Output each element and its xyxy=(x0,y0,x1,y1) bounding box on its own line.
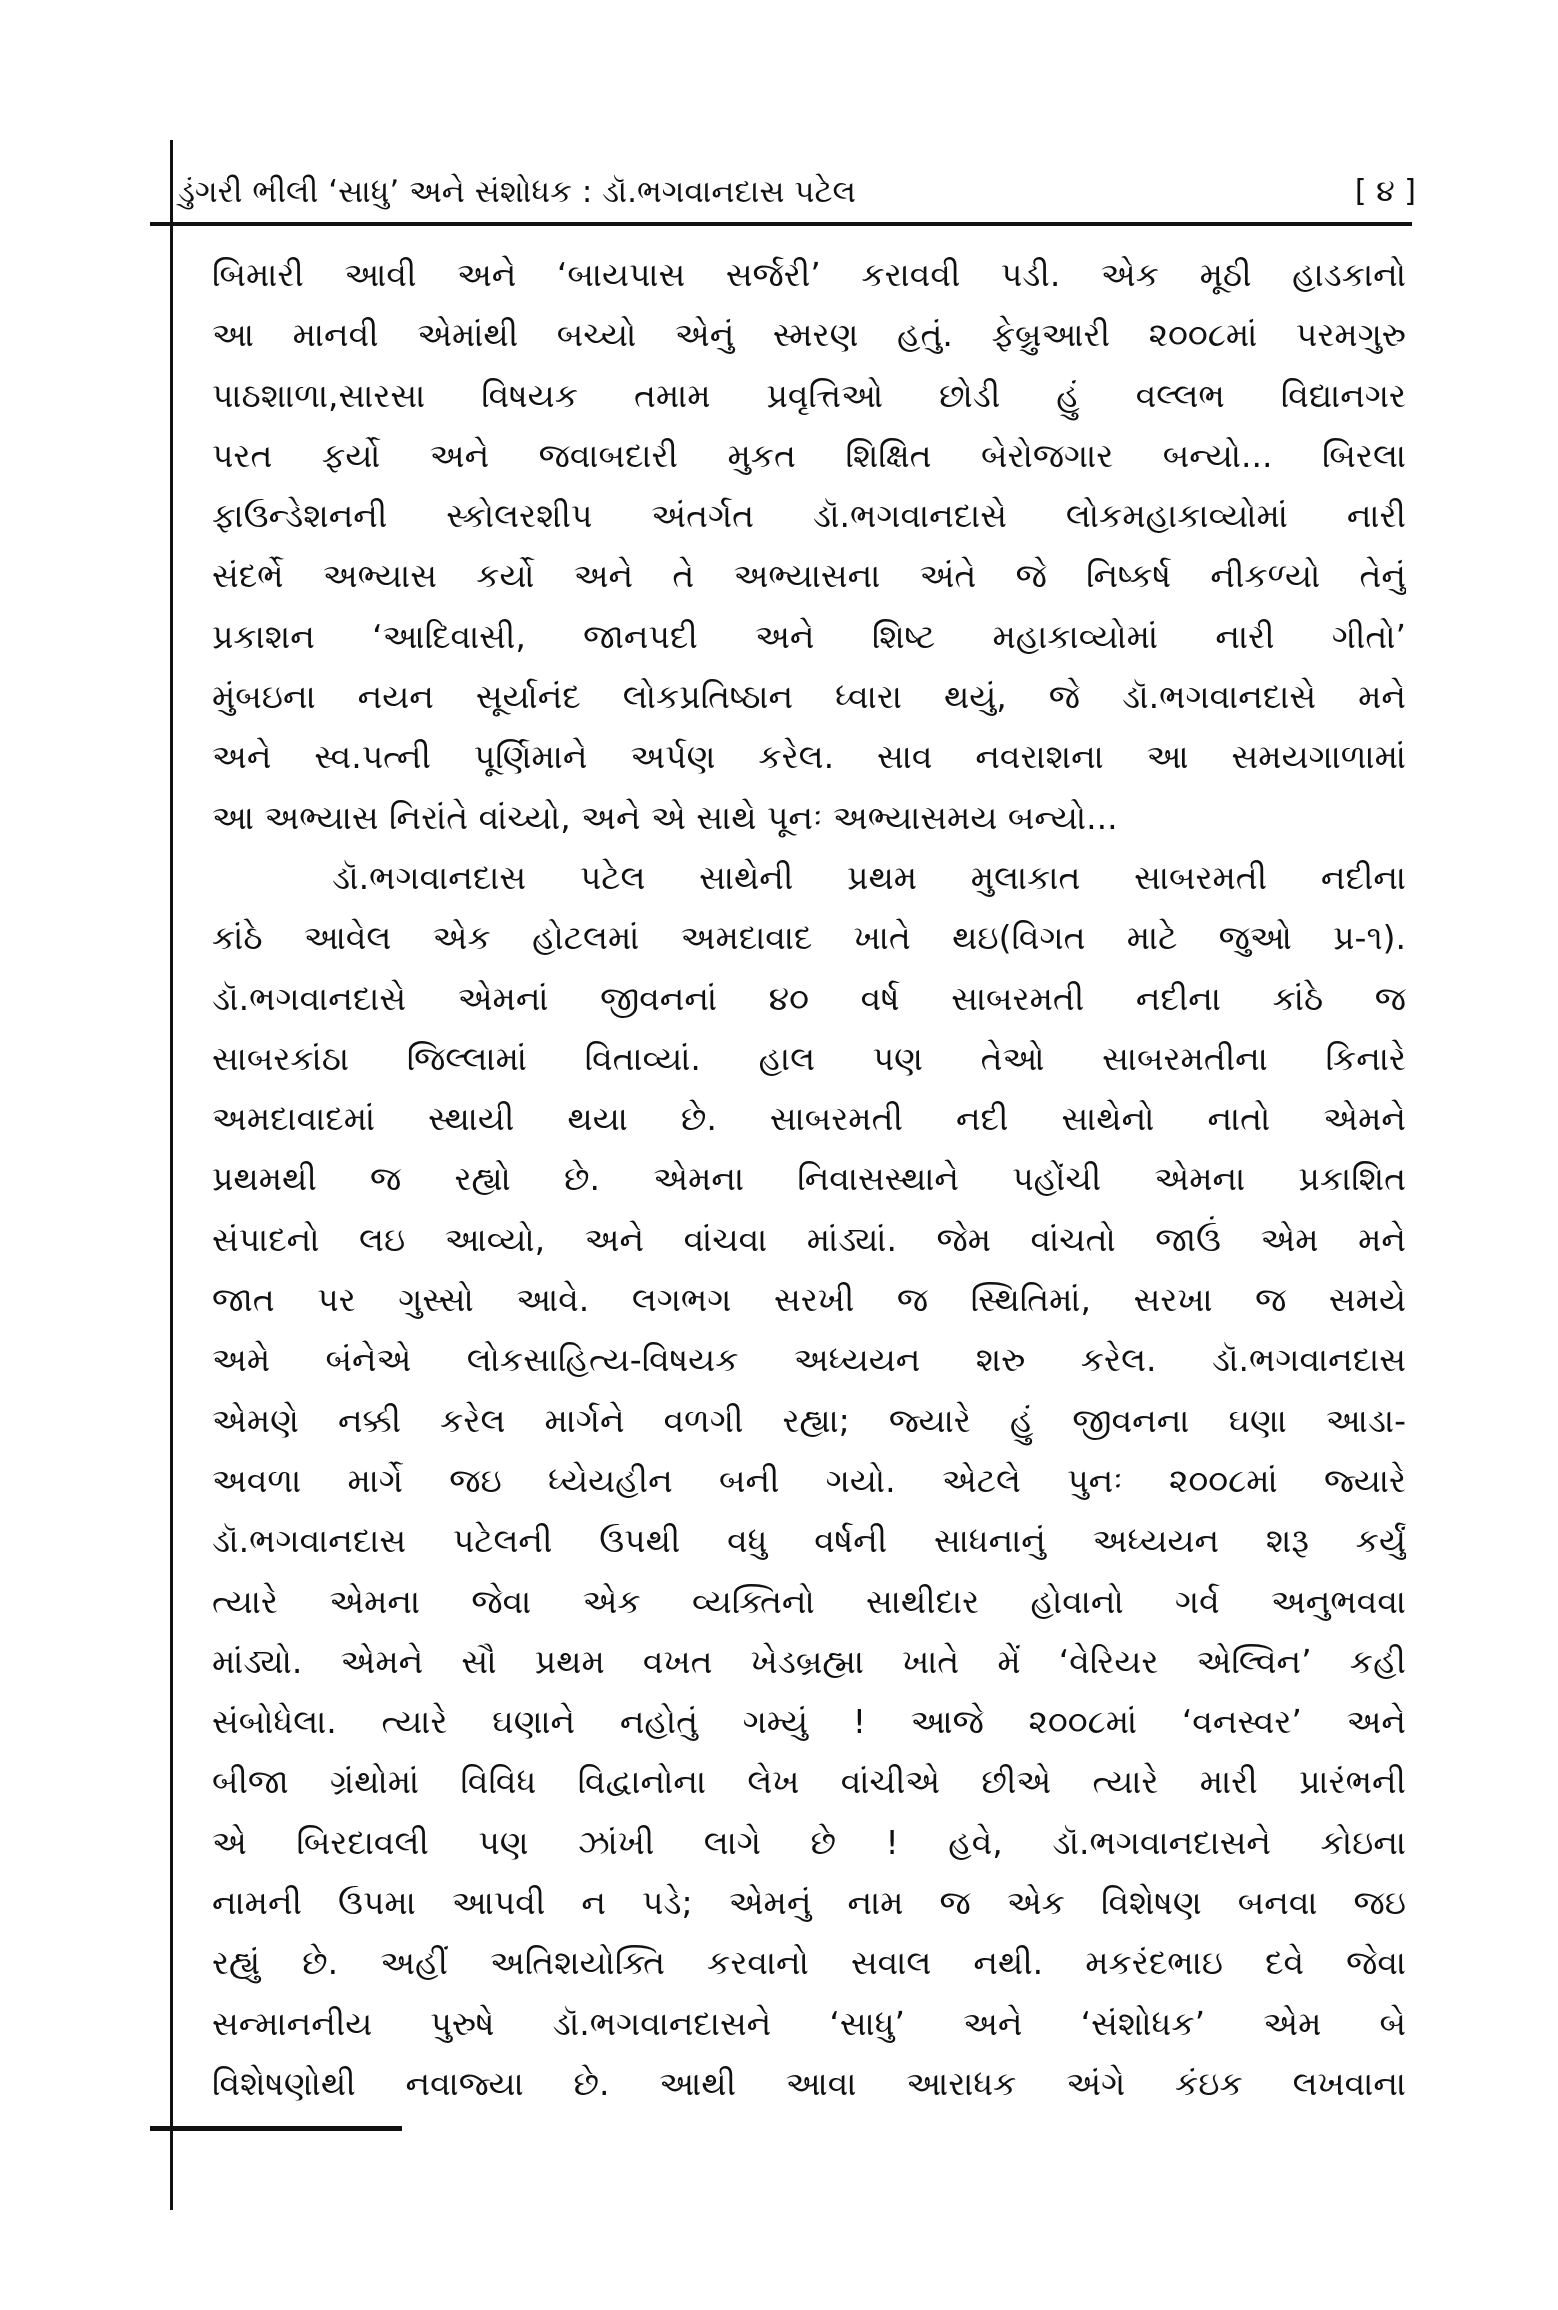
text-line: મુંબઇના નયન સૂર્યાનંદ લોકપ્રતિષ્ઠાન ધ્વારા થયું, જે ડૉ.ભગવાનદાસે મને xyxy=(212,677,1406,717)
text-line: સંબોધેલા. ત્યારે ઘણાને નહોતું ગમ્યું ! આજે ૨૦૦૮માં ‘વનસ્વર’ અને xyxy=(212,1702,1406,1742)
paragraph-first-line: ડૉ.ભગવાનદાસ પટેલ સાથેની પ્રથમ મુલાકાત સાબરમતી નદીના xyxy=(332,857,1406,897)
text-line: માંડ્યો. એમને સૌ પ્રથમ વખત ખેડબ્રહ્મા ખાતે મેં ‘વેરિયર એલ્વિન’ કહી xyxy=(212,1641,1406,1681)
text-line: એમણે નક્કી કરેલ માર્ગને વળગી રહ્યા; જ્યારે હું જીવનના ઘણા આડા- xyxy=(212,1400,1406,1440)
text-line: ડૉ.ભગવાનદાસે એમનાં જીવનનાં ૪૦ વર્ષ સાબરમતી નદીના કાંઠે જ xyxy=(212,978,1406,1018)
page-number: [ ૪ ] xyxy=(1354,174,1416,209)
text-line: નામની ઉપમા આપવી ન પડે; એમનું નામ જ એક વિશેષણ બનવા જઇ xyxy=(212,1883,1406,1923)
text-line: આ અભ્યાસ નિરાંતે વાંચ્યો, અને એ સાથે પૂનઃ અભ્યાસમય બન્યો... xyxy=(212,797,1118,837)
running-title: ડુંગરી ભીલી ‘સાધુ’ અને સંશોધક : ડૉ.ભગવાનદાસ પટેલ xyxy=(178,174,856,210)
text-line: સન્માનનીય પુરુષે ડૉ.ભગવાનદાસને ‘સાધુ’ અને ‘સંશોધક’ એમ બે xyxy=(212,2003,1406,2043)
text-line: એ બિરદાવલી પણ ઝાંખી લાગે છે ! હવે, ડૉ.ભગવાનદાસને કોઇના xyxy=(212,1822,1406,1862)
text-line: ડૉ.ભગવાનદાસ પટેલની ઉપથી વધુ વર્ષની સાધનાનું અધ્યયન શરૂ કર્યું xyxy=(212,1521,1406,1561)
text-line: અમે બંનેએ લોકસાહિત્ય-વિષયક અધ્યયન શરુ કરેલ. ડૉ.ભગવાનદાસ xyxy=(212,1340,1406,1380)
text-line: સાબરકાંઠા જિલ્લામાં વિતાવ્યાં. હાલ પણ તેઓ સાબરમતીના કિનારે xyxy=(212,1038,1406,1078)
text-line: બીજા ગ્રંથોમાં વિવિધ વિદ્વાનોના લેખ વાંચીએ છીએ ત્યારે મારી પ્રારંભની xyxy=(212,1762,1406,1802)
text-line: અવળા માર્ગે જઇ ધ્યેયહીન બની ગયો. એટલે પુનઃ ૨૦૦૮માં જ્યારે xyxy=(212,1460,1406,1500)
text-line: રહ્યું છે. અહીં અતિશયોક્તિ કરવાનો સવાલ નથી. મકરંદભાઇ દવે જેવા xyxy=(212,1943,1406,1983)
text-line: અમદાવાદમાં સ્થાયી થયા છે. સાબરમતી નદી સાથેનો નાતો એમને xyxy=(212,1099,1406,1139)
text-line: પ્રકાશન ‘આદિવાસી, જાનપદી અને શિષ્ટ મહાકાવ્યોમાં નારી ગીતો’ xyxy=(212,616,1406,656)
text-line: વિશેષણોથી નવાજ્યા છે. આથી આવા આરાધક અંગે કંઇક લખવાના xyxy=(212,2063,1406,2103)
text-line: ફાઉન્ડેશનની સ્કોલરશીપ અંતર્ગત ડૉ.ભગવાનદાસે લોકમહાકાવ્યોમાં નારી xyxy=(212,496,1406,536)
text-line: પરત ફર્યો અને જવાબદારી મુકત શિક્ષિત બેરોજગાર બન્યો... બિરલા xyxy=(212,435,1406,475)
text-line: જાત પર ગુસ્સો આવે. લગભગ સરખી જ સ્થિતિમાં, સરખા જ સમયે xyxy=(212,1280,1406,1320)
text-line: ત્યારે એમના જેવા એક વ્યક્તિનો સાથીદાર હોવાનો ગર્વ અનુભવવા xyxy=(212,1581,1406,1621)
text-line: પાઠશાળા,સારસા વિષયક તમામ પ્રવૃત્તિઓ છોડી હું વલ્લભ વિદ્યાનગર xyxy=(212,375,1406,415)
text-line: પ્રથમથી જ રહ્યો છે. એમના નિવાસસ્થાને પહોંચી એમના પ્રકાશિત xyxy=(212,1159,1406,1199)
text-line: બિમારી આવી અને ‘બાયપાસ સર્જરી’ કરાવવી પડી. એક મૂઠી હાડકાનો xyxy=(212,255,1406,294)
body-text xyxy=(212,245,1406,2114)
text-line: અને સ્વ.પત્ની પૂર્ણિમાને અર્પણ કરેલ. સાવ નવરાશના આ સમયગાળામાં xyxy=(212,737,1406,777)
text-line: સંદર્ભે અભ્યાસ કર્યો અને તે અભ્યાસના અંતે જે નિષ્કર્ષ નીકળ્યો તેનું xyxy=(212,556,1406,596)
left-margin-rule xyxy=(170,140,173,2210)
footer-rule xyxy=(150,2126,402,2131)
text-line: આ માનવી એમાંથી બચ્યો એનું સ્મરણ હતું. ફેબ્રુઆરી ૨૦૦૮માં પરમગુરુ xyxy=(212,315,1406,355)
text-line: સંપાદનો લઇ આવ્યો, અને વાંચવા માંડ્યાં. જેમ વાંચતો જાઉં એમ મને xyxy=(212,1219,1406,1259)
header-rule xyxy=(150,222,1412,226)
text-line: કાંઠે આવેલ એક હોટલમાં અમદાવાદ ખાતે થઇ(વિગત માટે જુઓ પ્ર-૧). xyxy=(212,918,1406,958)
